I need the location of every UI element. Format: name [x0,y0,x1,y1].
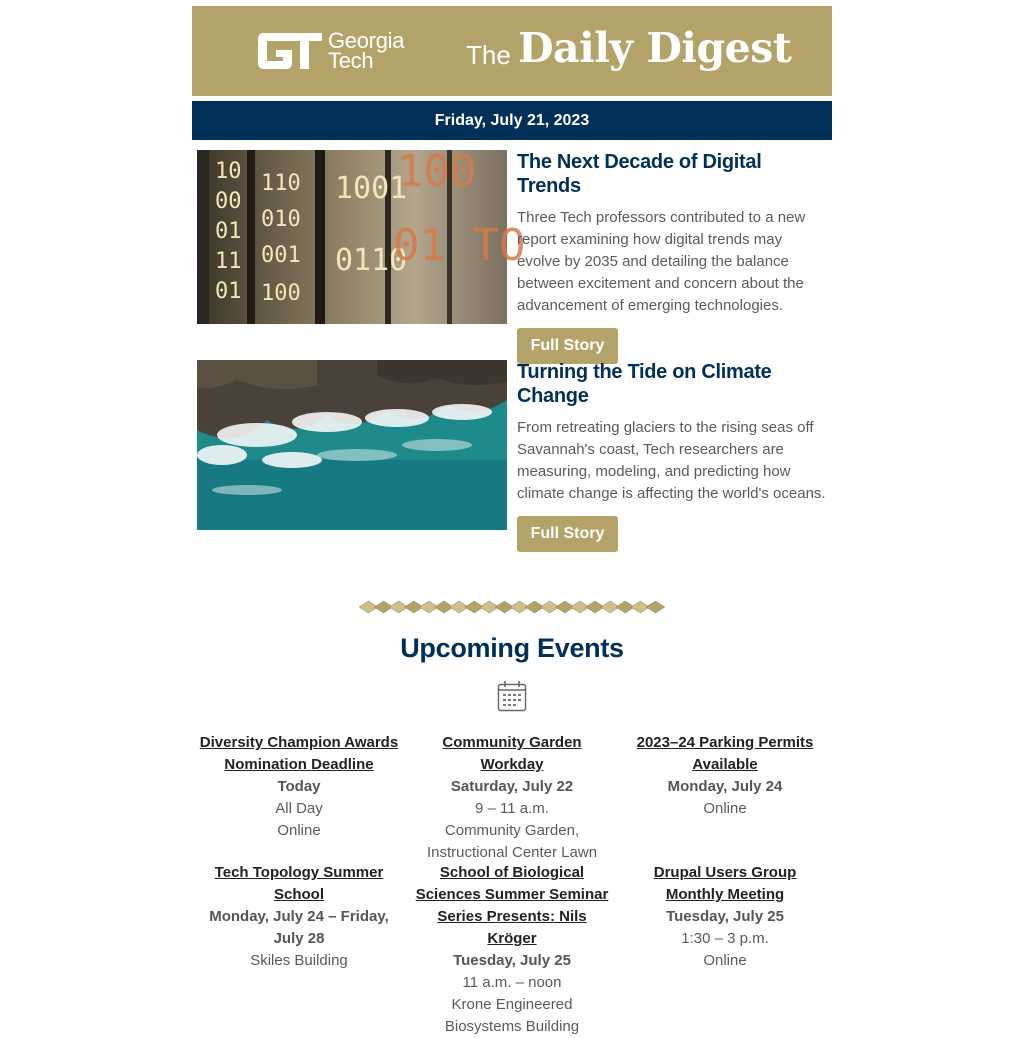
story-card [197,146,827,354]
event-title[interactable]: 2023–24 Parking Permits Available [636,734,814,773]
event-detail: All Day [275,800,323,817]
event-item [412,862,612,1038]
story-body [517,360,827,552]
event-detail: Community Garden, Instructional Center Lawn [426,822,598,861]
issue-date: Friday, July 21, 2023 [192,101,832,140]
binary-glass-image [197,146,526,324]
event-item [625,732,825,820]
coastline-image [197,360,507,530]
event-detail: Skiles Building [250,952,348,969]
story-title[interactable]: The Next Decade of Digital Trends [517,151,762,197]
event-date: Tuesday, July 25 [666,908,784,925]
diamond-divider-icon [361,600,663,614]
event-detail: 1:30 – 3 p.m. [681,930,769,947]
svg-text:1001: 1001 [335,171,408,206]
svg-text:100: 100 [261,281,301,306]
story-summary: From retreating glaciers to the rising seas off Savannah's coast, Tech researchers are measuring, modeling, and predicting how climate change is affecting the world's oceans. [517,419,826,502]
story-image-digital[interactable] [197,146,526,324]
event-date: Saturday, July 22 [450,778,574,795]
event-detail: Online [703,800,747,817]
event-title[interactable]: Community Garden Workday [442,734,582,773]
svg-text:01 TO: 01 TO [393,220,526,271]
event-title[interactable]: Drupal Users Group Monthly Meeting [653,864,797,903]
georgia-tech-wordmark [328,28,405,73]
event-detail: Online [277,822,321,839]
event-item [625,862,825,972]
logo-line-1: Georgia [328,28,405,53]
title-prefix: The [466,40,511,70]
svg-text:010: 010 [261,207,301,232]
georgia-tech-logo[interactable] [258,30,404,72]
event-title[interactable]: Diversity Champion Awards Nomination Deadline [199,734,399,773]
masthead [192,6,832,96]
event-date: Tuesday, July 25 [453,952,571,969]
event-detail: Online [703,952,747,969]
svg-text:0110: 0110 [335,243,408,278]
event-detail: Krone Engineered Biosystems Building [444,996,580,1035]
event-item [199,862,399,972]
event-item [412,732,612,864]
event-title[interactable]: Tech Topology Summer School [214,864,384,903]
newsletter-title: Daily Digest [518,24,792,72]
divider-diamond [646,601,665,613]
story-image-coast[interactable] [197,360,507,530]
svg-text:01: 01 [215,219,242,244]
svg-text:001: 001 [261,243,301,268]
svg-text:00: 00 [215,189,242,214]
logo-line-2: Tech [328,48,374,73]
event-detail: 11 a.m. – noon [462,974,562,991]
story-summary: Three Tech professors contributed to a new report examining how digital trends may evolve by 2035 and detailing the balance between excitement and concern about the advancement of emerging technologies. [517,209,806,314]
event-title[interactable]: School of Biological Sciences Summer Seminar Series Presents: Nils Kröger [415,864,609,947]
story-title[interactable]: Turning the Tide on Climate Change [517,361,772,407]
events-heading: Upcoming Events [400,633,624,663]
event-date: Monday, July 24 [667,778,783,795]
svg-text:01: 01 [215,279,242,304]
svg-text:11: 11 [215,249,242,274]
svg-text:10: 10 [215,159,242,184]
event-date: Today [277,778,321,795]
svg-text:110: 110 [261,171,301,196]
event-date: Monday, July 24 – Friday, July 28 [209,908,389,947]
newsletter [192,6,832,1035]
full-story-button[interactable]: Full Story [517,328,618,364]
svg-text:100: 100 [397,146,477,197]
story-card [197,360,827,575]
event-detail: 9 – 11 a.m. [475,800,549,817]
event-item [199,732,399,842]
full-story-button[interactable]: Full Story [517,516,618,552]
gt-logo-icon [258,30,322,72]
story-body [517,150,827,364]
calendar-icon [497,680,527,712]
